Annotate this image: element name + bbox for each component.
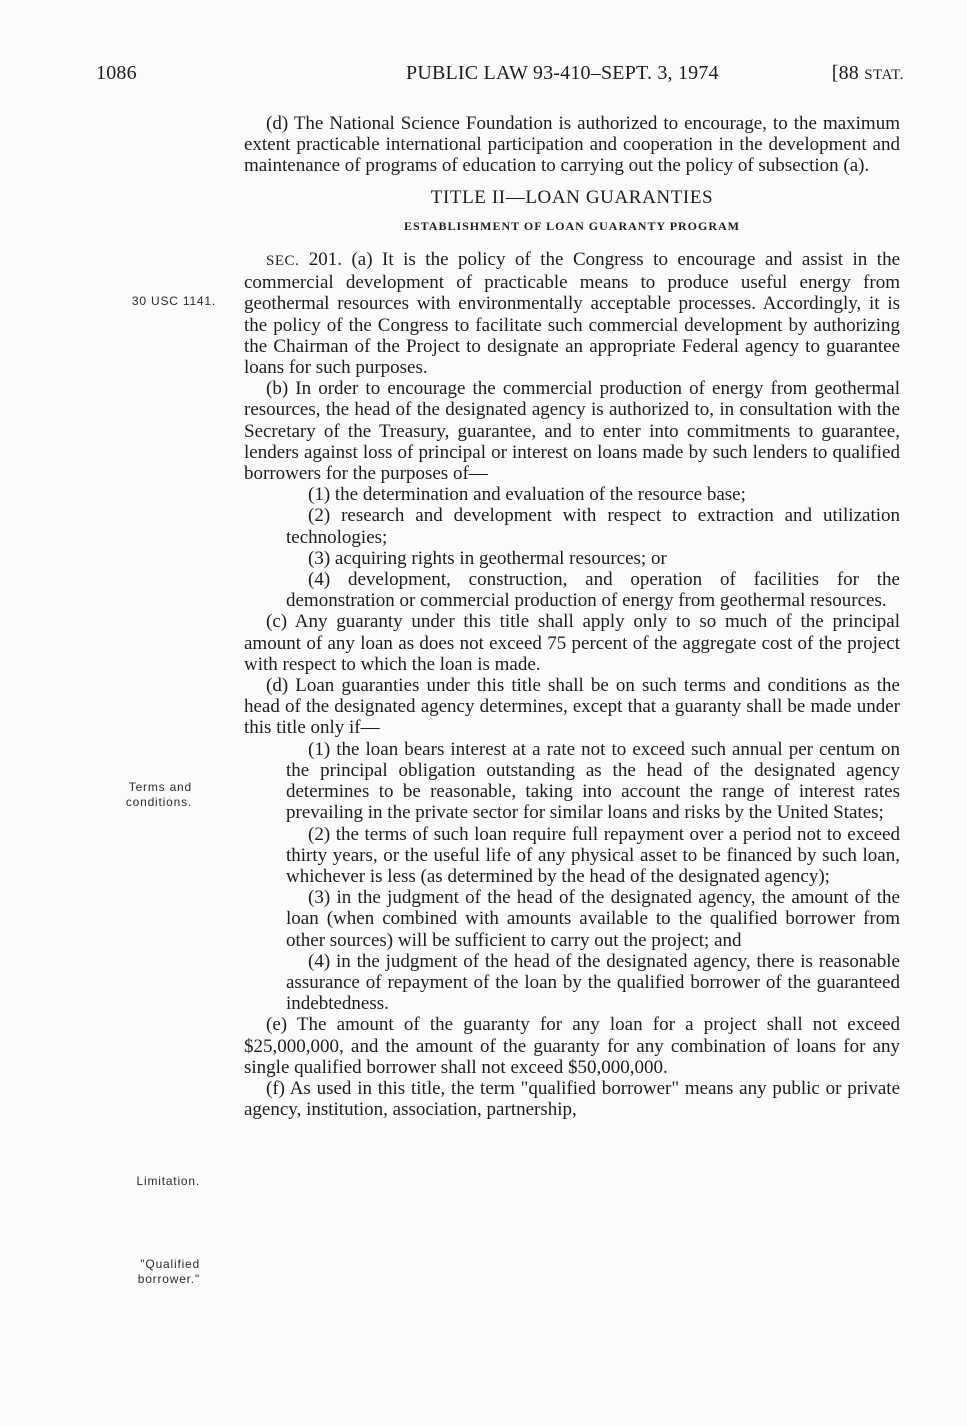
section-subheading: ESTABLISHMENT OF LOAN GUARANTY PROGRAM xyxy=(403,218,741,233)
page-number: 1086 xyxy=(96,62,137,84)
paragraph-b: (b) In order to encourage the commercial production of energy from geothermal resources, the head of the designated agency is authorized to, in consultation with the Secretary of the Treasury, guarantee, and to enter into commitments to guarantee, lenders against loss of principal or interest on loans made by such lenders to qualified borrowers for the purposes of— xyxy=(244,378,900,485)
paragraph-d2: (2) the terms of such loan require full repayment over a period not to exceed thirty years, or the useful life of any physical asset to be financed by such loan, whichever is less (as determined by the head of the designated agency); xyxy=(286,823,900,887)
paragraph-b3: (3) acquiring rights in geothermal resources; or xyxy=(308,547,667,569)
paragraph-b2: (2) research and development with respect to extraction and utilization technologies; xyxy=(286,505,900,548)
paragraph-d3: (3) in the judgment of the head of the designated agency, the amount of the loan (when combined with amounts available to the qualified borrower from other sources) will be sufficient to carry out the project; and xyxy=(286,887,900,951)
paragraph-d-nsf: (d) The National Science Foundation is authorized to encourage, to the maximum extent practicable international participation and cooperation in the development and maintenance of programs of education to carrying out the policy of subsection (a). xyxy=(244,113,900,177)
paragraph-d4: (4) in the judgment of the head of the designated agency, there is reasonable assurance of repayment of the loan by the qualified borrower of the guaranteed indebtedness. xyxy=(286,950,900,1015)
paragraph-e: (e) The amount of the guaranty for any loan for a project shall not exceed $25,000,000, and the amount of the guaranty for any combination of loans for any single qualified borrower shall not exceed $50,000,000. xyxy=(244,1014,900,1078)
body-text xyxy=(244,113,900,1120)
paragraph-b1: (1) the determination and evaluation of the resource base; xyxy=(308,484,746,506)
paragraph-d1: (1) the loan bears interest at a rate not to exceed such annual per centum on the principal obligation outstanding as the head of the designated agency determines to be reasonable, taking into account the range of interest rates prevailing in the private sector for similar loans and risks by the United States; xyxy=(286,738,900,824)
paragraph-d: (d) Loan guaranties under this title shall be on such terms and conditions as the head of the designated agency determines, except that a guaranty shall be made under this title only if— xyxy=(244,675,900,739)
statute-reference xyxy=(832,62,904,85)
statute-label: STAT. xyxy=(864,67,904,83)
paragraph-c: (c) Any guaranty under this title shall apply only to so much of the principal amount of any loan as does not exceed 75 percent of the aggregate cost of the project with respect to which the loan is made. xyxy=(244,611,900,675)
section-201-a-text: 201. (a) It is the policy of the Congress to encourage and assist in the commercial development of practicable means to produce useful energy from geothermal resources with environmentally acceptable processes. Accordingly, it is the policy of the Congress to facilitate such commercial development by authorizing the Chairman of the Project to designate an appropriate Federal agency to guarantee loans for such purposes. xyxy=(244,249,901,379)
statute-volume: [88 xyxy=(831,62,860,84)
margin-note-limitation: Limitation. xyxy=(136,1174,200,1188)
section-label: SEC. xyxy=(266,253,300,270)
page-header xyxy=(96,62,904,90)
paragraph-b4: (4) development, construction, and operation of facilities for the demonstration or commercial production of energy from geothermal resources. xyxy=(286,569,900,612)
title-heading: TITLE II—LOAN GUARANTIES xyxy=(430,186,714,208)
margin-note-usc: 30 USC 1141. xyxy=(131,294,216,308)
margin-note-qualified: "Qualified borrower." xyxy=(137,1257,200,1286)
running-title: PUBLIC LAW 93-410–SEPT. 3, 1974 xyxy=(406,62,719,84)
section-201-a xyxy=(244,249,900,378)
margin-note-terms: Terms and conditions. xyxy=(125,780,192,809)
paragraph-f: (f) As used in this title, the term "qualified borrower" means any public or private agency, institution, association, partnership, xyxy=(244,1077,900,1121)
